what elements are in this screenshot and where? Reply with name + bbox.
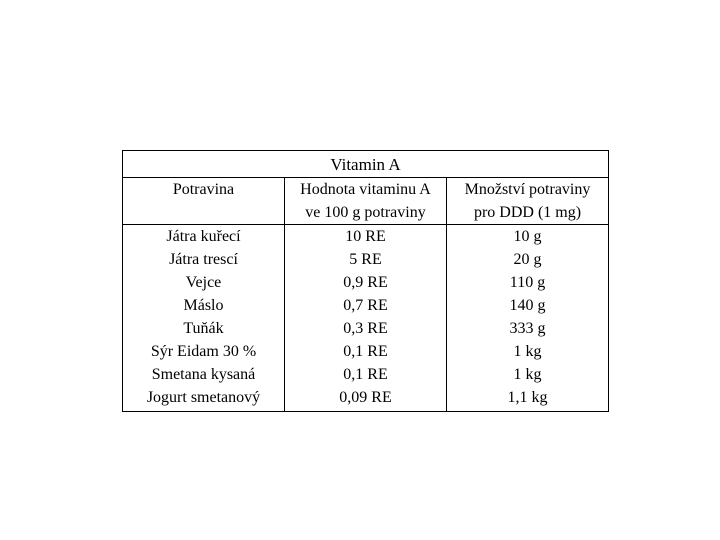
cell-amount: 140 g — [509, 297, 546, 314]
cell-food: Tuňák — [123, 317, 285, 340]
header-amount-line1: Množství potraviny — [464, 181, 591, 198]
table-title-row — [123, 151, 609, 178]
cell-value: 0,7 RE — [285, 294, 447, 317]
table-row — [123, 294, 609, 317]
table-row — [123, 363, 609, 386]
vitamin-a-table — [122, 150, 609, 412]
cell-value: 0,9 RE — [285, 271, 447, 294]
header-value-line2: ve 100 g potraviny — [305, 204, 426, 221]
cell-amount: 1 kg — [513, 366, 542, 383]
cell-food: Játra trescí — [123, 248, 285, 271]
table-row — [123, 225, 609, 249]
table-body — [123, 225, 609, 412]
header-value-line1: Hodnota vitaminu A — [300, 181, 431, 198]
header-amount-line2: pro DDD (1 mg) — [473, 204, 582, 221]
table-row — [123, 271, 609, 294]
cell-value: 0,3 RE — [285, 317, 447, 340]
header-amount — [447, 178, 609, 225]
cell-value: 10 RE — [285, 225, 447, 249]
cell-amount: 20 g — [513, 251, 542, 268]
cell-amount: 333 g — [509, 320, 546, 337]
cell-food: Vejce — [123, 271, 285, 294]
header-value — [285, 178, 447, 225]
table-row — [123, 340, 609, 363]
cell-amount: 1 kg — [513, 343, 542, 360]
cell-food: Máslo — [123, 294, 285, 317]
cell-value: 0,1 RE — [285, 363, 447, 386]
cell-value: 0,1 RE — [285, 340, 447, 363]
cell-food: Jogurt smetanový — [123, 386, 285, 412]
table-title: Vitamin A — [123, 151, 609, 178]
cell-value: 5 RE — [285, 248, 447, 271]
table-row — [123, 248, 609, 271]
cell-food: Smetana kysaná — [123, 363, 285, 386]
table-row — [123, 386, 609, 412]
cell-amount: 1,1 kg — [507, 389, 548, 406]
cell-amount: 10 g — [513, 228, 542, 245]
header-food-label: Potravina — [172, 181, 235, 198]
cell-food: Játra kuřecí — [123, 225, 285, 249]
header-food — [123, 178, 285, 225]
cell-value: 0,09 RE — [285, 386, 447, 412]
table-row — [123, 317, 609, 340]
cell-amount: 110 g — [509, 274, 546, 291]
table-header-row — [123, 178, 609, 225]
cell-food: Sýr Eidam 30 % — [123, 340, 285, 363]
